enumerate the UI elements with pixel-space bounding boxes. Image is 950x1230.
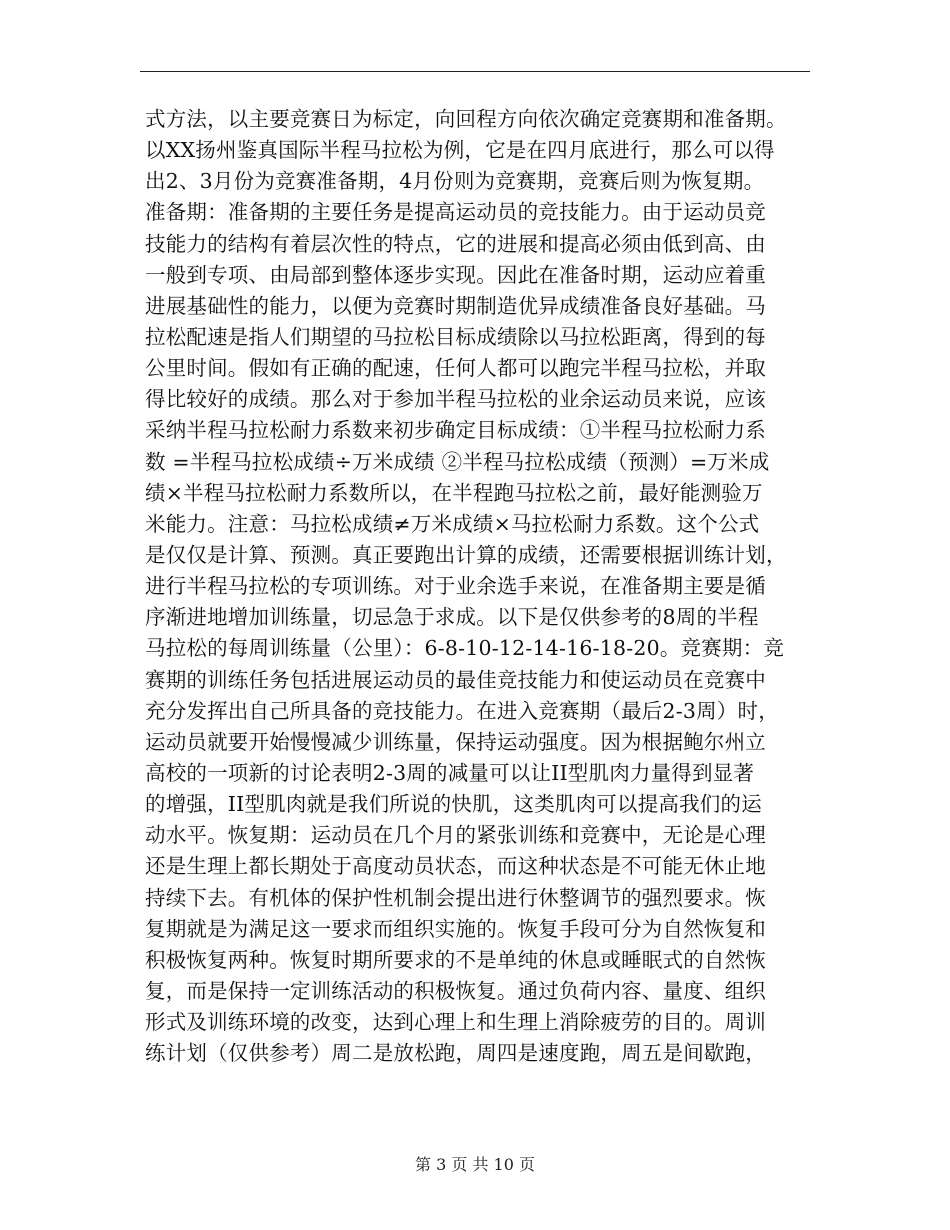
paragraph-line: 高校的一项新的讨论表明2-3周的减量可以让II型肌肉力量得到显著 bbox=[145, 760, 755, 785]
paragraph-line: 技能力的结构有着层次性的特点，它的进展和提高必须由低到高、由 bbox=[145, 231, 766, 256]
paragraph-line: 赛期的训练任务包括进展运动员的最佳竞技能力和使运动员在竞赛中 bbox=[145, 667, 766, 692]
paragraph-line: 马拉松的每周训练量（公里）：6-8-10-12-14-16-18-20。竞赛期：竞 bbox=[145, 636, 785, 661]
paragraph-line: 的增强，II型肌肉就是我们所说的快肌，这类肌肉可以提高我们的运 bbox=[145, 792, 762, 817]
paragraph-line: 米能力。注意：马拉松成绩≠万米成绩×马拉松耐力系数。这个公式 bbox=[145, 511, 760, 536]
paragraph-line: 拉松配速是指人们期望的马拉松目标成绩除以马拉松距离，得到的每 bbox=[145, 324, 766, 349]
paragraph-line: 绩×半程马拉松耐力系数所以，在半程跑马拉松之前，最好能测验万 bbox=[145, 480, 763, 505]
paragraph-line: 复期就是为满足这一要求而组织实施的。恢复手段可分为自然恢复和 bbox=[145, 916, 766, 941]
document-body bbox=[145, 104, 810, 1069]
page-footer: 第 3 页 共 10 页 bbox=[415, 1155, 535, 1174]
header-rule bbox=[140, 71, 810, 72]
paragraph-line: 运动员就要开始慢慢减少训练量，保持运动强度。因为根据鲍尔州立 bbox=[145, 729, 766, 754]
paragraph-line: 序渐进地增加训练量，切忌急于求成。以下是仅供参考的8周的半程 bbox=[145, 605, 759, 630]
paragraph-line: 式方法，以主要竞赛日为标定，向回程方向依次确定竞赛期和准备期。 bbox=[145, 107, 787, 131]
paragraph-line: 进行半程马拉松的专项训练。对于业余选手来说，在准备期主要是循 bbox=[145, 574, 766, 599]
paragraph-line: 准备期：准备期的主要任务是提高运动员的竞技能力。由于运动员竞 bbox=[145, 200, 766, 225]
paragraph-line: 公里时间。假如有正确的配速，任何人都可以跑完半程马拉松，并取 bbox=[145, 356, 766, 381]
paragraph-line: 进展基础性的能力，以便为竞赛时期制造优异成绩准备良好基础。马 bbox=[145, 293, 766, 318]
paragraph-line: 充分发挥出自己所具备的竞技能力。在进入竞赛期（最后2-3周）时， bbox=[145, 698, 779, 723]
paragraph-line: 得比较好的成绩。那么对于参加半程马拉松的业余运动员来说，应该 bbox=[145, 387, 766, 412]
paragraph-line: 还是生理上都长期处于高度动员状态，而这种状态是不可能无休止地 bbox=[145, 854, 766, 879]
paragraph-line: 一般到专项、由局部到整体逐步实现。因此在准备时期，运动应着重 bbox=[145, 262, 766, 287]
paragraph-line: 积极恢复两种。恢复时期所要求的不是单纯的休息或睡眠式的自然恢 bbox=[145, 947, 766, 972]
paragraph-line: 是仅仅是计算、预测。真正要跑出计算的成绩，还需要根据训练计划， bbox=[145, 542, 787, 567]
paragraph-line: 动水平。恢复期：运动员在几个月的紧张训练和竞赛中，无论是心理 bbox=[145, 823, 766, 848]
paragraph-line: 持续下去。有机体的保护性机制会提出进行休整调节的强烈要求。恢 bbox=[145, 885, 766, 910]
paragraph-line: 复，而是保持一定训练活动的积极恢复。通过负荷内容、量度、组织 bbox=[145, 978, 766, 1003]
paragraph-line: 形式及训练环境的改变，达到心理上和生理上消除疲劳的目的。周训 bbox=[145, 1010, 766, 1035]
paragraph-line: 练计划（仅供参考）周二是放松跑，周四是速度跑，周五是间歇跑， bbox=[145, 1041, 766, 1066]
paragraph-line: 以XX扬州鉴真国际半程马拉松为例，它是在四月底进行，那么可以得 bbox=[145, 138, 775, 163]
paragraph-line: 采纳半程马拉松耐力系数来初步确定目标成绩：①半程马拉松耐力系 bbox=[145, 418, 766, 443]
paragraph-line: 数 =半程马拉松成绩÷万米成绩 ②半程马拉松成绩（预测）=万米成 bbox=[145, 449, 770, 474]
paragraph-line: 出2、3月份为竞赛准备期，4月份则为竞赛期，竞赛后则为恢复期。 bbox=[145, 169, 765, 194]
